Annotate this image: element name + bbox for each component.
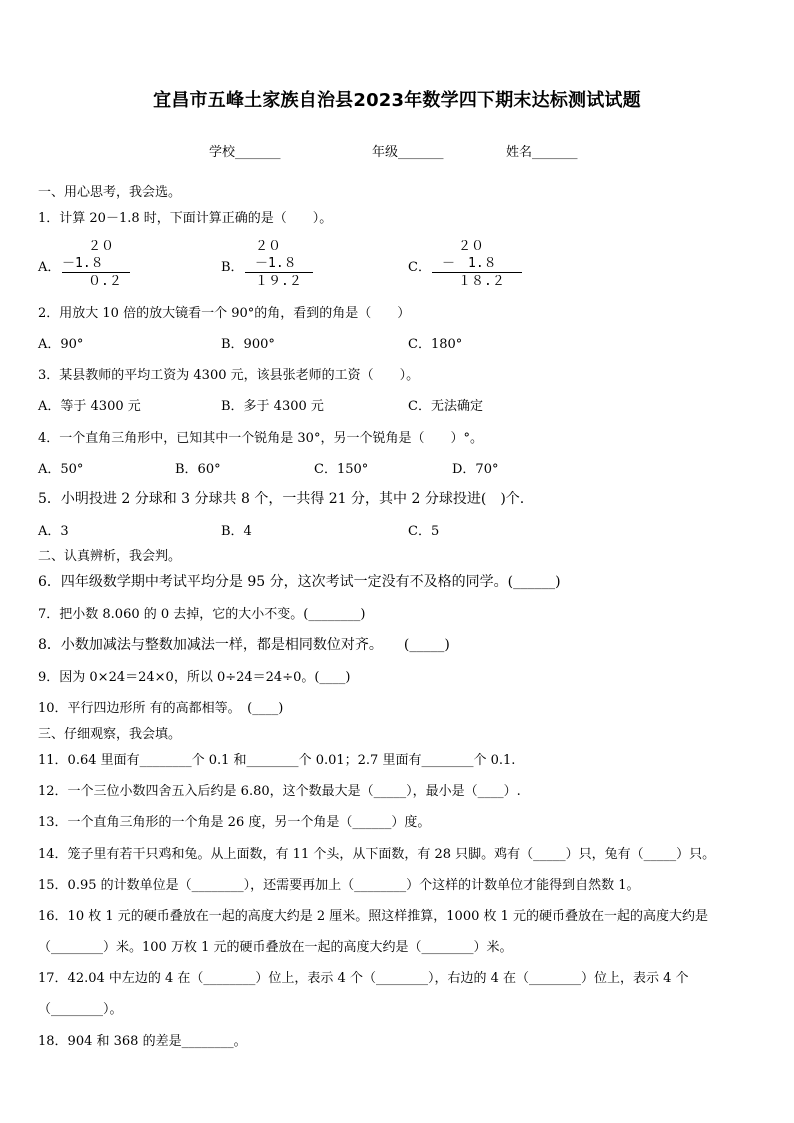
q4-option-a[interactable]: A．50° (38, 462, 84, 477)
q1-a-top: ２０ (88, 239, 115, 254)
q4-option-d[interactable]: D．70° (452, 462, 499, 477)
section-heading-2: 二、认真辨析，我会判。 (38, 549, 182, 564)
q1-b-mid: －1.８ (255, 256, 297, 271)
question-10: 10．平行四边形所 有的高都相等。 (____) (38, 701, 284, 716)
question-5-stem: 5．小明投进 2 分球和 3 分球共 8 个，一共得 21 分，其中 2 分球投进( )个. (38, 491, 525, 507)
q1-c-top: ２０ (458, 239, 485, 254)
question-14: 14．笼子里有若干只鸡和兔。从上面数，有 11 个头，从下面数，有 28 只脚。鸡有（_____）只，兔有（_____）只。 (38, 847, 716, 862)
grade-field[interactable]: 年级_______ (372, 145, 444, 160)
question-6: 6．四年级数学期中考试平均分是 95 分，这次考试一定没有不及格的同学。(______) (38, 574, 561, 590)
q2-option-a[interactable]: A．90° (38, 337, 84, 352)
q1-a-bot: ０.２ (62, 272, 130, 290)
question-18: 18．904 和 368 的差是________。 (38, 1034, 247, 1049)
student-info-line (0, 141, 794, 161)
section-heading-1: 一、用心思考，我会选。 (38, 185, 182, 200)
q1-option-a-letter[interactable]: A． (38, 260, 61, 275)
question-17-line-2: （________）。 (38, 1002, 123, 1017)
q1-option-b-letter[interactable]: B． (221, 260, 244, 275)
section-heading-3: 三、仔细观察，我会填。 (38, 727, 182, 742)
question-1-stem: 1．计算 20－1.8 时，下面计算正确的是（ ）。 (38, 211, 333, 226)
q4-option-b[interactable]: B．60° (175, 462, 221, 477)
question-16-line-1: 16．10 枚 1 元的硬币叠放在一起的高度大约是 2 厘米。照这样推算，1000 枚 1 元的硬币叠放在一起的高度大约是 (38, 909, 709, 924)
q1-option-a-vertical-calc (62, 238, 130, 290)
question-4-stem: 4．一个直角三角形中，已知其中一个锐角是 30°，另一个锐角是（ ）°。 (38, 431, 483, 446)
q5-option-a[interactable]: A．3 (38, 524, 69, 539)
q3-option-c[interactable]: C．无法确定 (408, 399, 483, 414)
school-field[interactable]: 学校_______ (209, 145, 281, 160)
question-3-stem: 3．某县教师的平均工资为 4300 元，该县张老师的工资（ ）。 (38, 368, 420, 383)
name-field[interactable]: 姓名_______ (506, 145, 578, 160)
q1-a-mid: －1.８ (62, 256, 104, 271)
q5-option-b[interactable]: B．4 (221, 524, 252, 539)
q1-b-top: ２０ (255, 239, 282, 254)
q2-option-c[interactable]: C．180° (408, 337, 463, 352)
question-9: 9．因为 0×24＝24×0，所以 0÷24＝24÷0。(____) (38, 670, 351, 685)
question-8: 8．小数加减法与整数加减法一样，都是相同数位对齐。 (_____) (38, 637, 450, 653)
q1-option-b-vertical-calc (245, 238, 313, 290)
q2-option-b[interactable]: B．900° (221, 337, 275, 352)
q1-option-c-letter[interactable]: C． (408, 260, 431, 275)
question-11: 11．0.64 里面有________个 0.1 和________个 0.01；2.7 里面有________个 0.1. (38, 753, 516, 768)
question-13: 13．一个直角三角形的一个角是 26 度，另一个角是（______）度。 (38, 815, 431, 830)
question-7: 7．把小数 8.060 的 0 去掉，它的大小不变。(________) (38, 607, 366, 622)
question-12: 12．一个三位小数四舍五入后约是 6.80，这个数最大是（_____），最小是（____）. (38, 784, 521, 799)
page-title: 宜昌市五峰土家族自治县2023年数学四下期末达标测试试题 (153, 90, 641, 111)
question-15: 15．0.95 的计数单位是（________），还需要再加上（________）个这样的计数单位才能得到自然数 1。 (38, 878, 640, 893)
q1-b-bot: １９.２ (245, 272, 313, 290)
q1-c-mid: － 1.８ (442, 256, 497, 271)
q4-option-c[interactable]: C．150° (314, 462, 369, 477)
q3-option-b[interactable]: B．多于 4300 元 (221, 399, 324, 414)
question-16-line-2: （________）米。100 万枚 1 元的硬币叠放在一起的高度大约是（________）米。 (38, 940, 513, 955)
q1-c-bot: １８.２ (432, 272, 522, 290)
q3-option-a[interactable]: A．等于 4300 元 (38, 399, 141, 414)
q5-option-c[interactable]: C．5 (408, 524, 440, 539)
question-2-stem: 2．用放大 10 倍的放大镜看一个 90°的角，看到的角是（ ） (38, 306, 411, 321)
q1-option-c-vertical-calc (432, 238, 522, 290)
question-17-line-1: 17．42.04 中左边的 4 在（________）位上，表示 4 个（________），右边的 4 在（________）位上，表示 4 个 (38, 971, 689, 986)
